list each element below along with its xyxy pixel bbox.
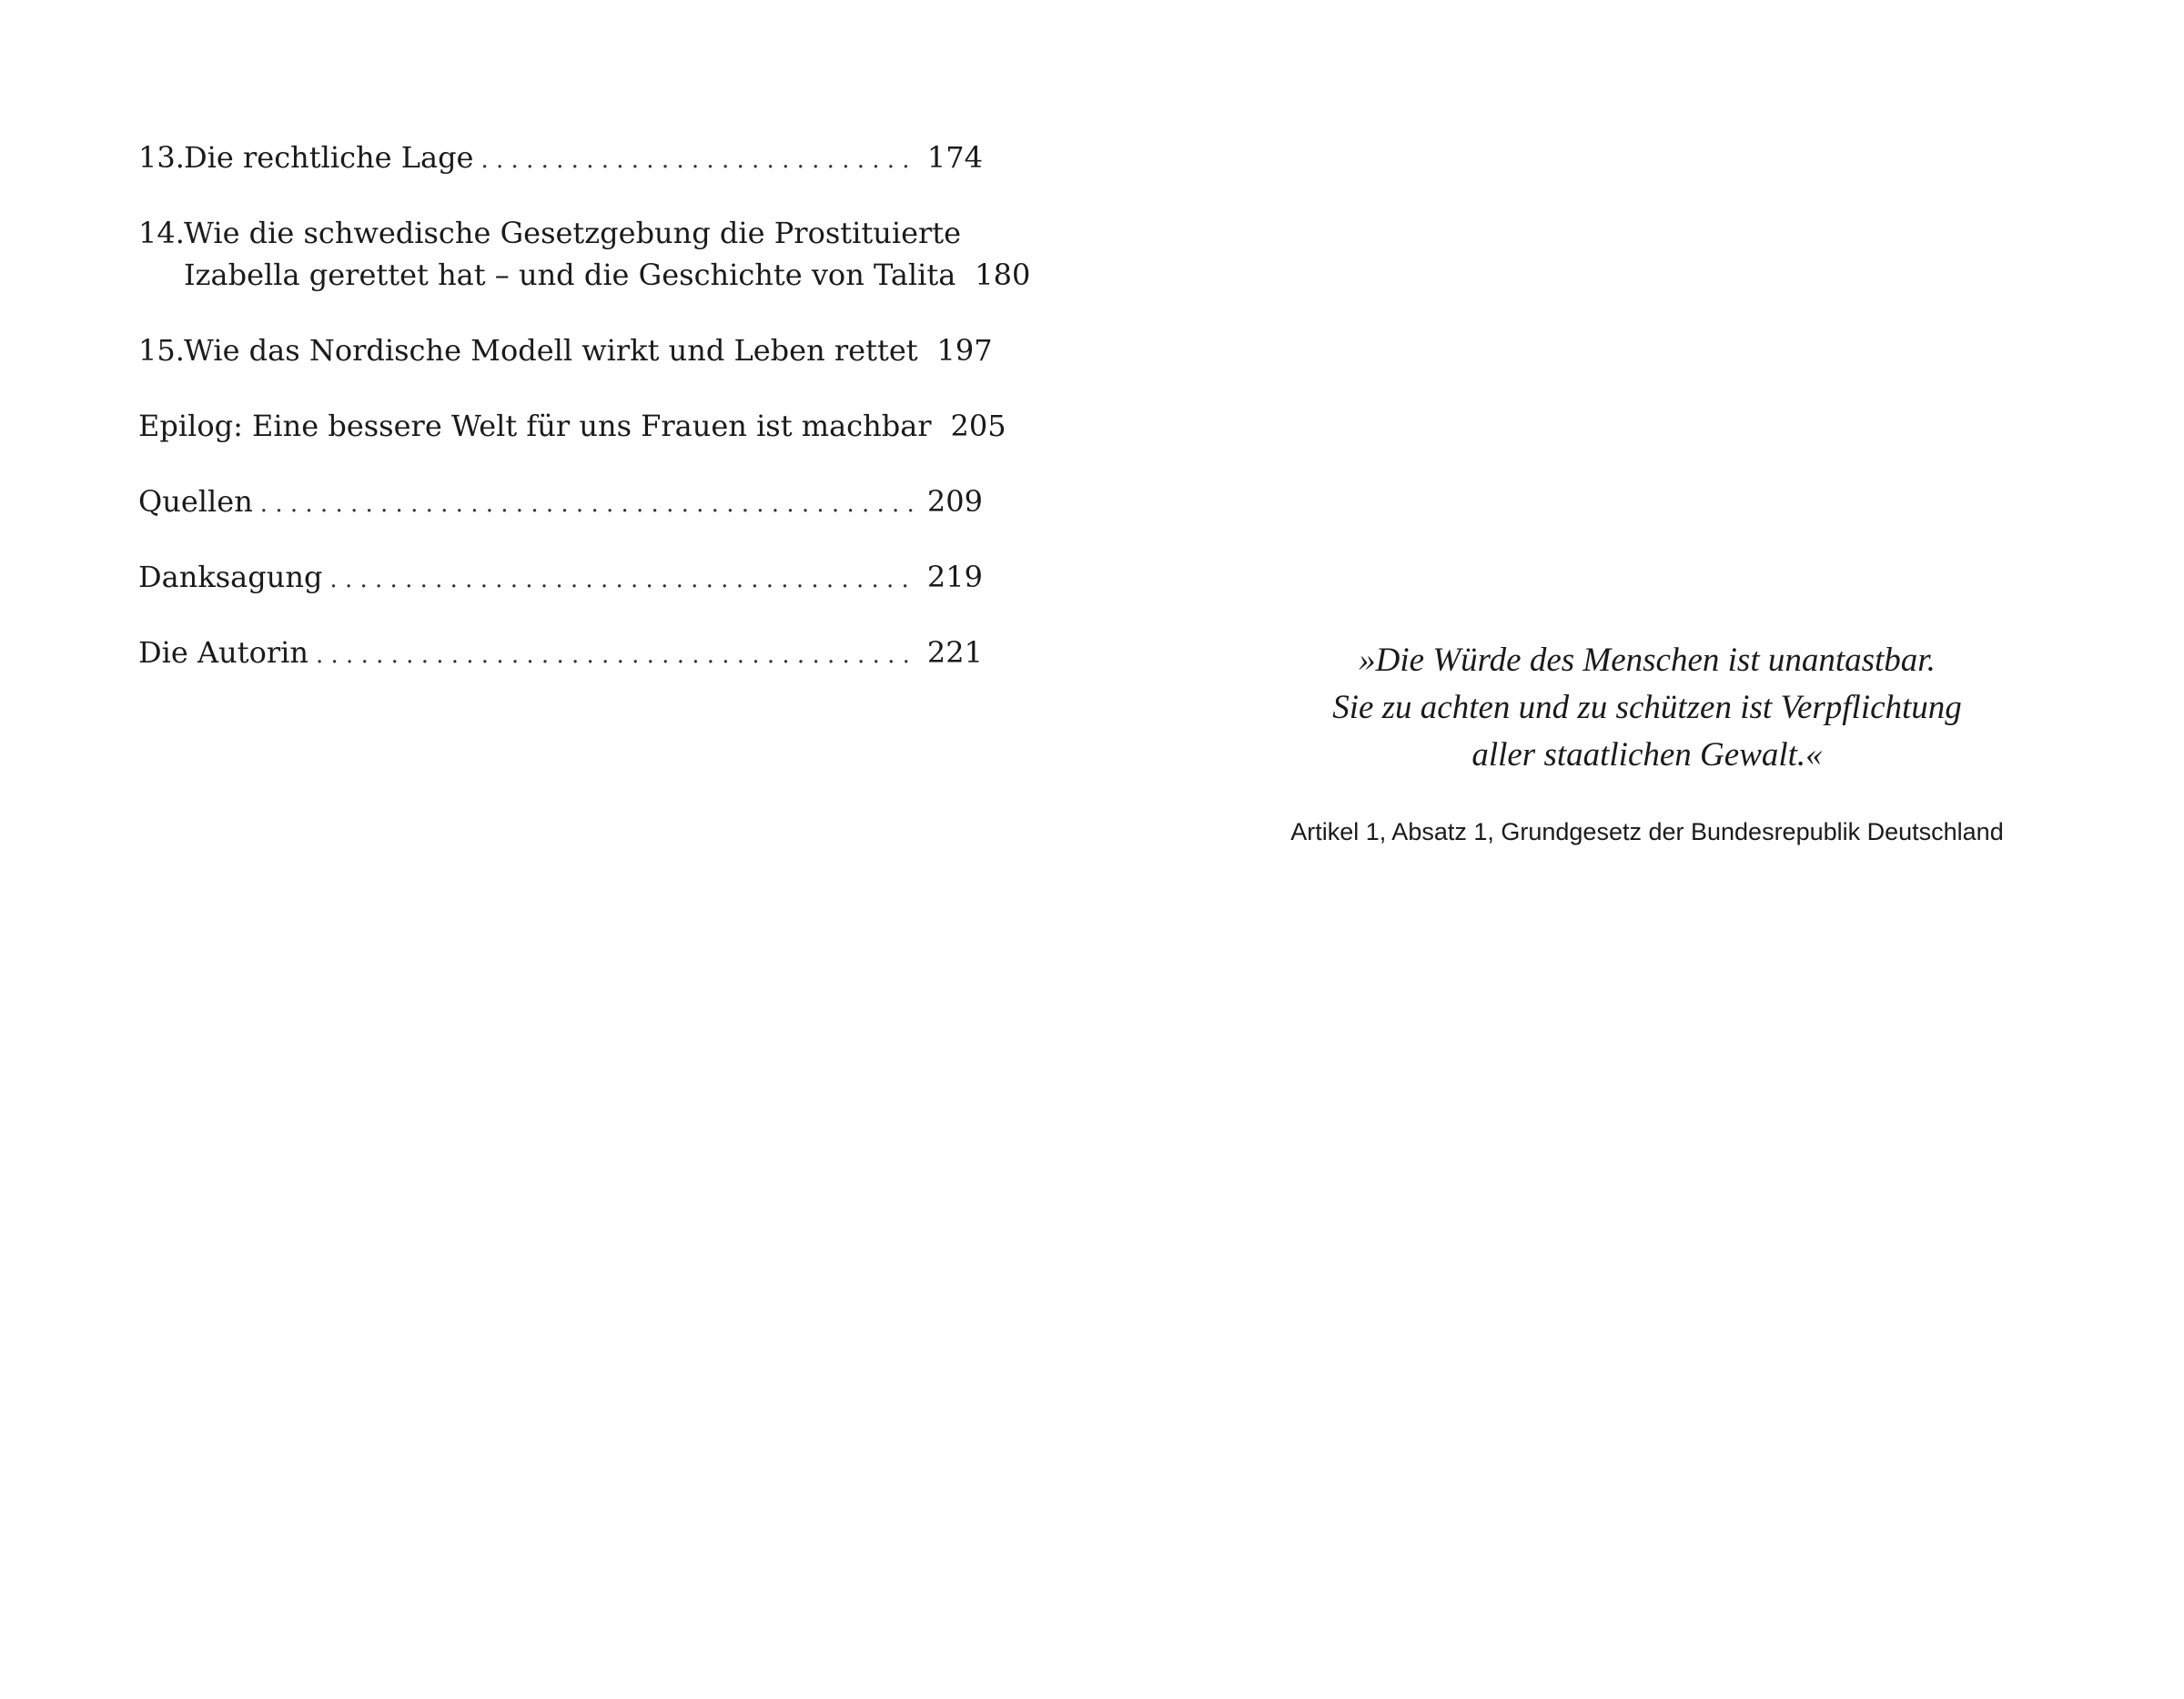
toc-entry-line: Izabella gerettet hat – und die Geschichte von Talita <box>184 258 956 292</box>
toc-page-number: 221 <box>926 635 983 670</box>
epigraph-attribution: Artikel 1, Absatz 1, Grundgesetz der Bundesrepublik Deutschland <box>1290 818 2004 845</box>
toc-entry-title: Epilog: Eine bessere Welt für uns Frauen ist machbar <box>138 409 932 443</box>
dot-leader <box>260 483 915 525</box>
toc-entry-15 <box>138 329 993 374</box>
epigraph-quote-line: aller staatlichen Gewalt.« <box>1471 736 1823 774</box>
toc-entry-title-continued <box>138 254 956 296</box>
dot-leader <box>329 559 915 601</box>
toc-entry-title <box>138 212 961 254</box>
toc-page-number: 180 <box>975 258 1031 292</box>
dot-leader <box>480 139 915 181</box>
toc-entry-title: Quellen <box>138 484 253 519</box>
toc-page-number: 174 <box>926 140 983 175</box>
epigraph-quote-line: »Die Würde des Menschen ist unantastbar. <box>1359 642 1936 679</box>
toc-entry-number: 13. <box>138 140 185 175</box>
toc-entry-title <box>138 329 918 371</box>
toc-entry-line: Wie die schwedische Gesetzgebung die Prostituierte <box>184 216 962 250</box>
toc-page-number: 209 <box>926 484 983 519</box>
toc-entry-line: Die rechtliche Lage <box>184 140 474 175</box>
toc-entry-epilog <box>138 405 1006 450</box>
toc-entry-quellen <box>138 480 983 525</box>
toc-entry-title: Danksagung <box>138 560 323 594</box>
dot-leader <box>316 634 915 676</box>
epigraph <box>1256 637 2038 848</box>
toc-page-number: 219 <box>926 560 983 594</box>
toc-entry-number: 15. <box>138 333 185 368</box>
table-of-contents <box>138 137 1031 707</box>
toc-entry-title <box>138 137 473 178</box>
toc-entry-title: Die Autorin <box>138 635 308 670</box>
toc-page-number: 205 <box>950 409 1006 443</box>
toc-entry-line: Wie das Nordische Modell wirkt und Leben rettet <box>184 333 918 368</box>
toc-entry-autorin <box>138 632 983 676</box>
toc-entry-number: 14. <box>138 216 185 250</box>
toc-page-number: 197 <box>936 333 993 368</box>
toc-entry-danksagung <box>138 556 983 601</box>
toc-entry-13 <box>138 137 983 181</box>
epigraph-quote-line: Sie zu achten und zu schützen ist Verpflichtung <box>1332 689 1962 726</box>
toc-entry-14 <box>138 212 1031 298</box>
